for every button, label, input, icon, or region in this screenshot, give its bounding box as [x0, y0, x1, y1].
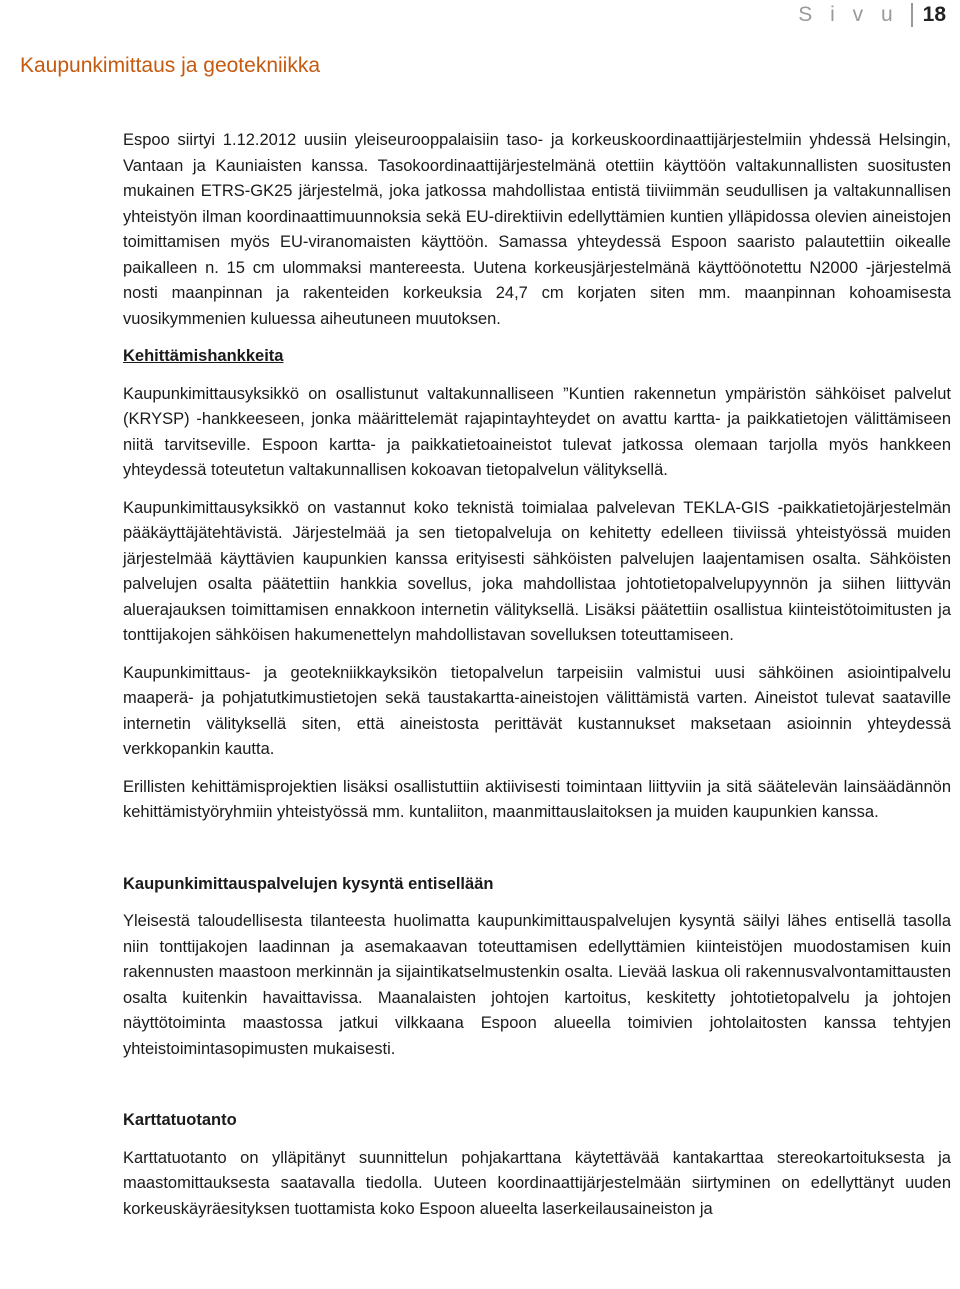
kehittamis-paragraph-1: Kaupunkimittausyksikkö on osallistunut valtakunnalliseen ”Kuntien rakennetun ympäristön sähköiset palvelut (KRYSP) -hankkeeseen, jonka määrittelemät rajapintayhteydet on avattu kartta- ja paikkatietojen välittämiseen niitä tarvitseville. Espoon kartta- ja paikkatietoaineistot tulevat jatkossa olemaan tarjolla myös hankkeen yhteydessä toteutetun valtakunnallisen kokoavan tietopalvelun välityksellä. [123, 384, 951, 479]
karttatuotanto-paragraph: Karttatuotanto on ylläpitänyt suunnittelun pohjakarttana käytettävää kantakarttaa stereokartoituksesta ja maastomittauksesta saatavalla tiedolla. Uuteen koordinaattijärjestelmään siirtyminen on edellyttänyt uuden korkeuskäyräesityksen tuottamista koko Espoon alueelta laserkeilausaineiston ja [123, 1148, 951, 1218]
page-number: 18 [922, 3, 946, 26]
kehittamis-paragraph-4: Erillisten kehittämisprojektien lisäksi osallistuttiin aktiivisesti toimintaan liittyviin ja sitä säätelevän lainsäädännön kehittämistyöryhmiin yhteistyössä mm. kuntaliiton, maanmittauslaitoksen ja muiden kaupunkien kanssa. [123, 777, 951, 821]
kehittamis-paragraph-2: Kaupunkimittausyksikkö on vastannut koko teknistä toimialaa palvelevan TEKLA-GIS -paikkatietojärjestelmän pääkäyttäjätehtävistä. Järjestelmää ja sen tietopalveluja on kehitetty edelleen tiiviissä yhteistyössä muiden järjestelmää käyttävien kaupunkien kanssa erityisesti sähköisten palvelujen laajentamisen osalta. Sähköisten palvelujen osalta päätettiin hankkia sovellus, joka mahdollistaa johtotietopalvelupyynnön ja siihen liittyvän aluerajauksen toimittamisen ennakkoon internetin välityksellä. Lisäksi päätettiin osallistua kiinteistötoimitusten ja tonttijakojen sähköisen hakumenettelyn mahdollistavan sovelluksen toteuttamiseen. [123, 498, 951, 644]
document-body [123, 128, 951, 1222]
section-heading-karttatuotanto: Karttatuotanto [123, 1111, 237, 1129]
kysynta-paragraph: Yleisestä taloudellisesta tilanteesta huolimatta kaupunkimittauspalvelujen kysyntä säilyi lähes entisellä tasolla niin tonttijakojen laadinnan ja asemakaavan toteuttamisen edellyttämien kiinteistöjen muodostamisen kuin rakennusten maastoon merkinnän ja sijaintikatselmustenkin osalta. Lievää laskua oli rakennusvalvontamittausten osalta kuitenkin havaittavissa. Maanalaisten johtojen kartoitus, keskitetty johtotietopalvelu ja johtojen näyttötoiminta maastossa jatkui vilkkaana Espoon alueella toimivien johtolaitosten kanssa tehtyjen yhteistoimintasopimusten mukaisesti. [123, 912, 951, 1058]
page-label: S i v u [798, 3, 899, 26]
page-title: Kaupunkimittaus ja geotekniikka [20, 54, 321, 77]
page-divider [911, 3, 913, 27]
kehittamis-paragraph-3: Kaupunkimittaus- ja geotekniikkayksikön tietopalvelun tarpeisiin valmistui uusi sähköinen asiointipalvelu maaperä- ja pohjatutkimustietojen sekä taustakartta-aineistojen välittämistä varten. Aineistot tulevat saataville internetin välityksellä siten, että aineistosta perittävät kustannukset maksetaan asioinnin yhteydessä verkkopankin kautta. [123, 663, 951, 758]
section-heading-kehittamishankkeita: Kehittämishankkeita [123, 347, 284, 365]
intro-paragraph: Espoo siirtyi 1.12.2012 uusiin yleiseurooppalaisiin taso- ja korkeuskoordinaattijärjestelmiin yhdessä Helsingin, Vantaan ja Kauniaisten kanssa. Tasokoordinaattijärjestelmänä otettiin käyttöön valtakunnallisten suositusten mukainen ETRS-GK25 järjestelmä, joka jatkossa mahdollistaa entistä tiiviimmän seudullisen ja valtakunnallisen yhteistyön ilman koordinaattimuunnoksia sekä EU-direktiivin edellyttämien kuntien ylläpidossa olevien aineistojen toimittamisen myös EU-viranomaisten käyttöön. Samassa yhteydessä Espoon saaristo palautettiin oikealle paikalleen n. 15 cm ulommaksi mantereesta. Uutena korkeusjärjestelmänä käyttöönotettu N2000 -järjestelmä nosti maanpinnan ja rakenteiden korkeuksia 24,7 cm korjaten siten mm. maanpinnan kohoamisesta vuosikymmenien kuluessa aiheutuneen muutoksen. [123, 131, 951, 328]
page-header [798, 0, 946, 30]
section-heading-kysynta: Kaupunkimittauspalvelujen kysyntä entisellään [123, 874, 494, 893]
